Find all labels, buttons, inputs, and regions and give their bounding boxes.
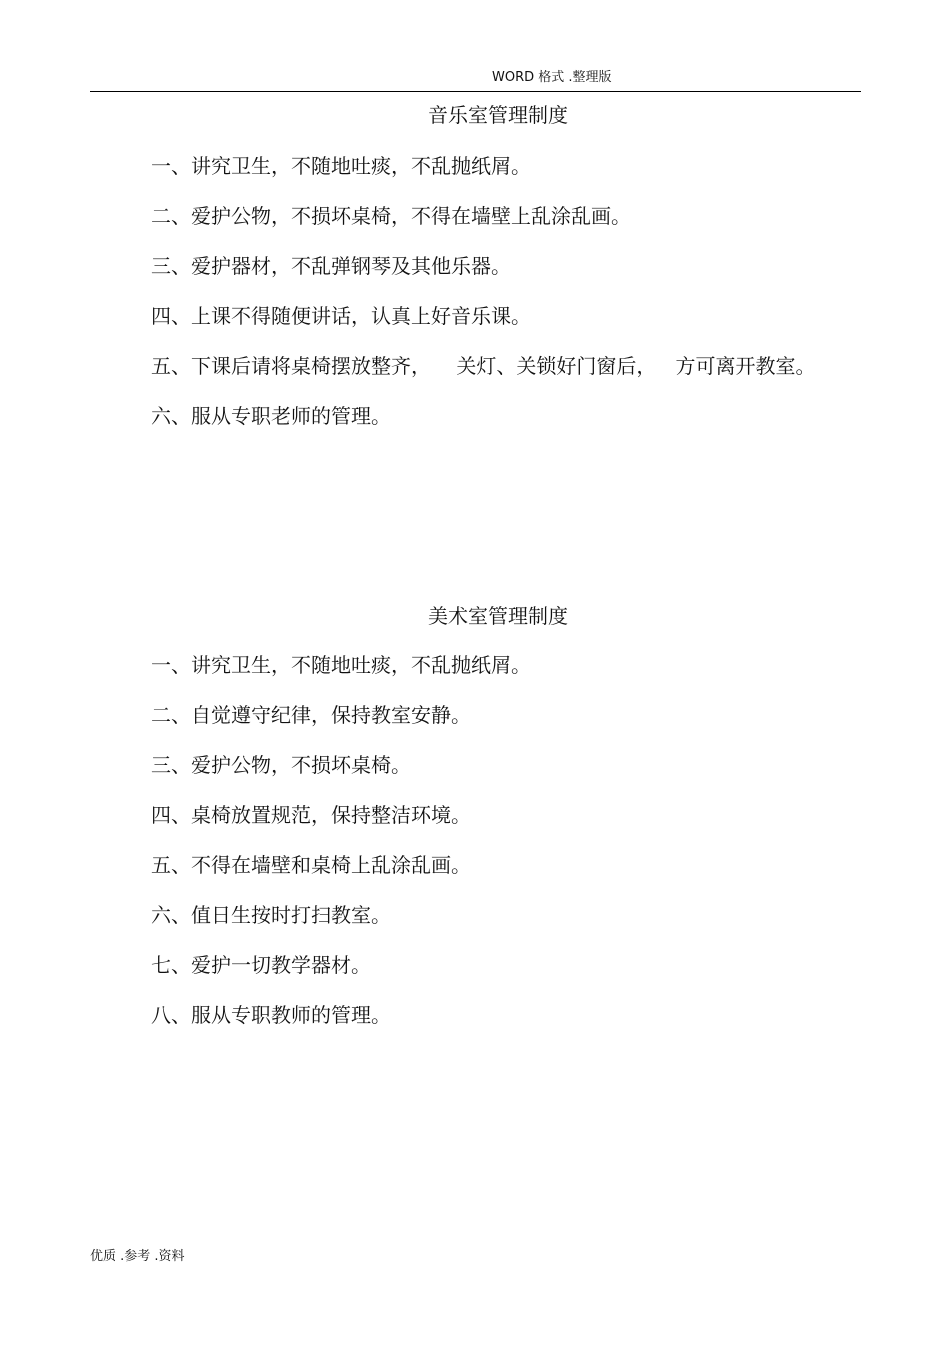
music-rule-5: 五、下课后请将桌椅摆放整齐， 关灯、关锁好门窗后， 方可离开教室。 <box>151 354 816 378</box>
music-rule-3: 三、爱护器材，不乱弹钢琴及其他乐器。 <box>151 254 511 278</box>
music-room-rules <box>151 153 816 453</box>
art-rule-6: 六、值日生按时打扫教室。 <box>151 903 391 927</box>
art-room-title: 美术室管理制度 <box>428 604 568 628</box>
music-rule-1: 一、讲究卫生，不随地吐痰，不乱抛纸屑。 <box>151 154 531 178</box>
art-room-rules <box>151 652 531 1052</box>
header-divider <box>90 91 861 92</box>
music-rule-6: 六、服从专职老师的管理。 <box>151 404 391 428</box>
page-footer-text: 优质 .参考 .资料 <box>90 1249 185 1264</box>
art-rule-8: 八、服从专职教师的管理。 <box>151 1003 391 1027</box>
music-room-title: 音乐室管理制度 <box>428 103 568 127</box>
music-rule-2: 二、爱护公物，不损坏桌椅，不得在墙壁上乱涂乱画。 <box>151 204 631 228</box>
art-rule-2: 二、自觉遵守纪律，保持教室安静。 <box>151 703 471 727</box>
art-rule-5: 五、不得在墙壁和桌椅上乱涂乱画。 <box>151 853 471 877</box>
music-rule-4: 四、上课不得随便讲话，认真上好音乐课。 <box>151 304 531 328</box>
art-rule-7: 七、爱护一切教学器材。 <box>151 953 371 977</box>
art-rule-1: 一、讲究卫生，不随地吐痰，不乱抛纸屑。 <box>151 653 531 677</box>
page-header-text: WORD 格式 .整理版 <box>492 70 612 85</box>
art-rule-3: 三、爱护公物，不损坏桌椅。 <box>151 753 411 777</box>
art-rule-4: 四、桌椅放置规范，保持整洁环境。 <box>151 803 471 827</box>
